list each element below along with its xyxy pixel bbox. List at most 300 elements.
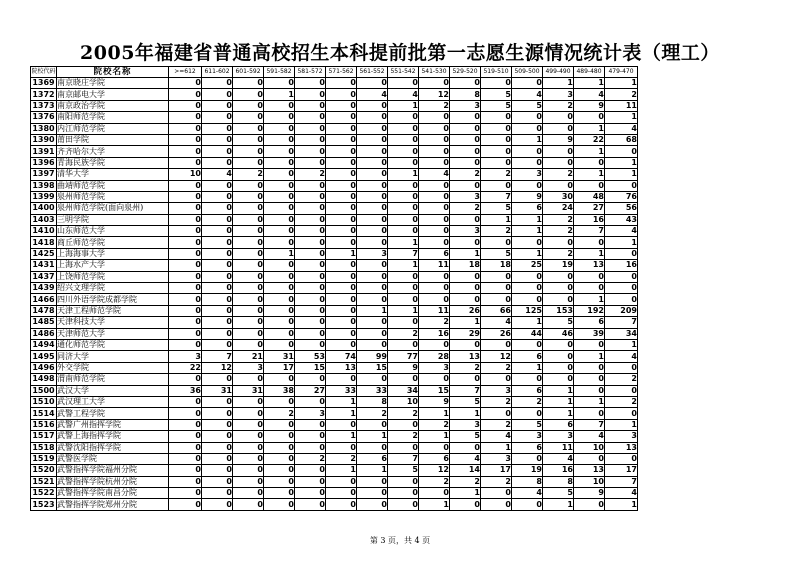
count-cell: 1: [574, 396, 605, 407]
count-cell: 0: [543, 180, 574, 191]
count-cell: 11: [419, 305, 450, 316]
count-cell: 0: [264, 78, 295, 89]
count-cell: 0: [357, 419, 388, 430]
table-row: [31, 431, 638, 442]
count-cell: 0: [388, 317, 419, 328]
count-cell: 0: [264, 374, 295, 385]
count-cell: 0: [326, 100, 357, 111]
name-header: 院校名称: [57, 67, 169, 78]
count-cell: 192: [574, 305, 605, 316]
count-cell: 24: [543, 203, 574, 214]
count-cell: 30: [543, 191, 574, 202]
count-cell: 2: [450, 203, 481, 214]
count-cell: 3: [481, 453, 512, 464]
count-cell: 2: [295, 169, 326, 180]
school-name-cell: 渭南师范学院: [57, 374, 169, 385]
count-cell: 2: [481, 396, 512, 407]
count-cell: 1: [419, 408, 450, 419]
count-cell: 4: [605, 226, 638, 237]
count-cell: 1: [512, 248, 543, 259]
count-cell: 7: [574, 419, 605, 430]
score-bin-header: 581-572: [295, 67, 326, 78]
count-cell: 0: [295, 339, 326, 350]
count-cell: 0: [202, 294, 233, 305]
count-cell: 9: [512, 191, 543, 202]
score-bin-header: 551-542: [388, 67, 419, 78]
count-cell: 18: [481, 260, 512, 271]
count-cell: 0: [169, 271, 202, 282]
count-cell: 0: [202, 465, 233, 476]
count-cell: 0: [512, 146, 543, 157]
count-cell: 0: [388, 191, 419, 202]
school-name-cell: 天津师范大学: [57, 328, 169, 339]
count-cell: 2: [450, 169, 481, 180]
count-cell: 7: [202, 351, 233, 362]
table-row: [31, 362, 638, 373]
count-cell: 0: [512, 112, 543, 123]
table-row: [31, 191, 638, 202]
count-cell: 33: [326, 385, 357, 396]
count-cell: 14: [450, 465, 481, 476]
count-cell: 0: [357, 271, 388, 282]
count-cell: 12: [419, 465, 450, 476]
school-name-cell: 山东师范大学: [57, 226, 169, 237]
count-cell: 29: [450, 328, 481, 339]
count-cell: 3: [233, 362, 264, 373]
count-cell: 5: [388, 465, 419, 476]
count-cell: 0: [169, 237, 202, 248]
count-cell: 0: [481, 180, 512, 191]
count-cell: 7: [481, 191, 512, 202]
count-cell: 1: [605, 419, 638, 430]
count-cell: 2: [512, 396, 543, 407]
school-code-cell: 1376: [32, 112, 55, 122]
school-code-cell: 1522: [32, 488, 55, 498]
count-cell: 3: [450, 191, 481, 202]
count-cell: 13: [605, 442, 638, 453]
count-cell: 0: [169, 305, 202, 316]
school-name-cell: 武警指挥学院福州分院: [57, 465, 169, 476]
count-cell: 7: [605, 476, 638, 487]
count-cell: 3: [357, 248, 388, 259]
school-code-cell: 1496: [32, 362, 55, 372]
count-cell: 2: [481, 169, 512, 180]
count-cell: 0: [388, 271, 419, 282]
count-cell: 2: [543, 100, 574, 111]
school-code-cell: 1373: [32, 100, 55, 110]
count-cell: 2: [450, 476, 481, 487]
count-cell: 0: [543, 339, 574, 350]
count-cell: 0: [169, 465, 202, 476]
score-bin-header: 541-530: [419, 67, 450, 78]
school-code-cell: 1486: [32, 328, 55, 338]
count-cell: 0: [419, 134, 450, 145]
count-cell: 0: [605, 283, 638, 294]
count-cell: 0: [357, 191, 388, 202]
school-name-cell: 三明学院: [57, 214, 169, 225]
count-cell: 0: [233, 328, 264, 339]
count-cell: 4: [512, 488, 543, 499]
count-cell: 19: [543, 260, 574, 271]
count-cell: 0: [326, 488, 357, 499]
school-name-cell: 天津工程师范学院: [57, 305, 169, 316]
table-row: [31, 419, 638, 430]
count-cell: 17: [481, 465, 512, 476]
count-cell: 3: [169, 351, 202, 362]
table-row: [31, 260, 638, 271]
count-cell: 0: [295, 100, 326, 111]
count-cell: 0: [264, 260, 295, 271]
count-cell: 0: [512, 453, 543, 464]
count-cell: 27: [574, 203, 605, 214]
count-cell: 68: [605, 134, 638, 145]
count-cell: 1: [450, 317, 481, 328]
count-cell: 0: [481, 294, 512, 305]
count-cell: 0: [264, 191, 295, 202]
count-cell: 0: [450, 294, 481, 305]
count-cell: 0: [295, 226, 326, 237]
count-cell: 28: [419, 351, 450, 362]
count-cell: 0: [326, 112, 357, 123]
school-name-cell: 天津科技大学: [57, 317, 169, 328]
count-cell: 2: [388, 328, 419, 339]
count-cell: 0: [326, 226, 357, 237]
count-cell: 0: [388, 203, 419, 214]
count-cell: 0: [481, 123, 512, 134]
school-code-cell: 1410: [32, 226, 55, 236]
count-cell: 0: [202, 237, 233, 248]
count-cell: 0: [264, 214, 295, 225]
table-row: [31, 146, 638, 157]
school-code-cell: 1478: [32, 306, 55, 315]
count-cell: 0: [326, 339, 357, 350]
count-cell: 0: [357, 283, 388, 294]
count-cell: 0: [419, 442, 450, 453]
count-cell: 0: [326, 191, 357, 202]
count-cell: 16: [419, 328, 450, 339]
count-cell: 0: [326, 78, 357, 89]
school-code-cell: 1380: [32, 123, 55, 133]
school-code-cell: 1514: [32, 408, 55, 418]
count-cell: 0: [264, 123, 295, 134]
count-cell: 0: [202, 328, 233, 339]
count-cell: 0: [419, 157, 450, 168]
count-cell: 3: [295, 408, 326, 419]
count-cell: 0: [357, 180, 388, 191]
count-cell: 0: [450, 78, 481, 89]
school-code-cell: 1500: [32, 385, 55, 395]
count-cell: 0: [264, 499, 295, 510]
page-title: 2005年福建省普通高校招生本科提前批第一志愿生源情况统计表（理工）: [80, 42, 720, 64]
count-cell: 5: [450, 431, 481, 442]
count-cell: 17: [264, 362, 295, 373]
count-cell: 2: [481, 362, 512, 373]
count-cell: 0: [450, 499, 481, 510]
count-cell: 0: [450, 134, 481, 145]
count-cell: 0: [169, 328, 202, 339]
school-name-cell: 武汉大学: [57, 385, 169, 396]
count-cell: 26: [481, 328, 512, 339]
school-name-cell: 曲靖师范学院: [57, 180, 169, 191]
score-bin-header: 571-562: [326, 67, 357, 78]
count-cell: 0: [202, 157, 233, 168]
count-cell: 0: [326, 89, 357, 100]
count-cell: 0: [233, 214, 264, 225]
table-row: [31, 339, 638, 350]
count-cell: 0: [419, 203, 450, 214]
count-cell: 0: [419, 237, 450, 248]
count-cell: 0: [357, 169, 388, 180]
count-cell: 0: [574, 362, 605, 373]
school-name-cell: 武警工程学院: [57, 408, 169, 419]
count-cell: 1: [357, 431, 388, 442]
score-bin-header: 479-470: [605, 67, 638, 78]
count-cell: 0: [450, 180, 481, 191]
count-cell: 1: [512, 362, 543, 373]
count-cell: 1: [605, 237, 638, 248]
count-cell: 18: [450, 260, 481, 271]
count-cell: 0: [326, 203, 357, 214]
count-cell: 0: [419, 180, 450, 191]
count-cell: 6: [543, 419, 574, 430]
count-cell: 0: [202, 100, 233, 111]
table-row: [31, 100, 638, 111]
count-cell: 1: [574, 351, 605, 362]
count-cell: 7: [574, 226, 605, 237]
count-cell: 0: [295, 157, 326, 168]
count-cell: 0: [357, 134, 388, 145]
count-cell: 0: [543, 157, 574, 168]
count-cell: 0: [295, 146, 326, 157]
count-cell: 0: [233, 146, 264, 157]
count-cell: 0: [295, 442, 326, 453]
school-name-cell: 内江师范学院: [57, 123, 169, 134]
count-cell: 1: [481, 442, 512, 453]
count-cell: 21: [233, 351, 264, 362]
count-cell: 0: [326, 157, 357, 168]
count-cell: 1: [543, 408, 574, 419]
count-cell: 0: [605, 362, 638, 373]
count-cell: 0: [388, 476, 419, 487]
count-cell: 11: [419, 260, 450, 271]
score-bin-header: 499-490: [543, 67, 574, 78]
count-cell: 125: [512, 305, 543, 316]
table-row: [31, 465, 638, 476]
count-cell: 0: [450, 123, 481, 134]
count-cell: 0: [295, 191, 326, 202]
count-cell: 43: [605, 214, 638, 225]
count-cell: 2: [264, 408, 295, 419]
count-cell: 0: [388, 374, 419, 385]
count-cell: 0: [233, 100, 264, 111]
count-cell: 8: [543, 476, 574, 487]
table-row: [31, 237, 638, 248]
count-cell: 0: [233, 157, 264, 168]
count-cell: 9: [419, 396, 450, 407]
count-cell: 4: [388, 89, 419, 100]
count-cell: 0: [295, 123, 326, 134]
count-cell: 5: [512, 419, 543, 430]
count-cell: 1: [543, 78, 574, 89]
count-cell: 0: [169, 488, 202, 499]
count-cell: 0: [388, 214, 419, 225]
count-cell: 0: [295, 374, 326, 385]
school-code-cell: 1437: [32, 271, 55, 281]
count-cell: 0: [543, 351, 574, 362]
count-cell: 3: [419, 362, 450, 373]
count-cell: 1: [605, 169, 638, 180]
count-cell: 1: [605, 78, 638, 89]
count-cell: 0: [295, 465, 326, 476]
count-cell: 0: [202, 112, 233, 123]
count-cell: 0: [202, 374, 233, 385]
count-cell: 6: [574, 317, 605, 328]
school-name-cell: 青海民族学院: [57, 157, 169, 168]
count-cell: 0: [357, 203, 388, 214]
count-cell: 0: [419, 294, 450, 305]
count-cell: 7: [388, 453, 419, 464]
count-cell: 0: [388, 283, 419, 294]
count-cell: 11: [543, 442, 574, 453]
count-cell: 0: [264, 157, 295, 168]
count-cell: 0: [326, 214, 357, 225]
count-cell: 2: [388, 431, 419, 442]
count-cell: 1: [450, 408, 481, 419]
count-cell: 0: [388, 419, 419, 430]
count-cell: 0: [574, 237, 605, 248]
count-cell: 0: [357, 226, 388, 237]
table-row: [31, 203, 638, 214]
count-cell: 0: [202, 476, 233, 487]
count-cell: 0: [264, 305, 295, 316]
count-cell: 4: [450, 453, 481, 464]
count-cell: 0: [605, 248, 638, 259]
school-code-cell: 1518: [32, 442, 55, 452]
school-code-cell: 1495: [32, 351, 55, 361]
school-name-cell: 武警指挥学院杭州分院: [57, 476, 169, 487]
count-cell: 0: [233, 453, 264, 464]
count-cell: 56: [605, 203, 638, 214]
count-cell: 16: [574, 214, 605, 225]
count-cell: 0: [169, 339, 202, 350]
table-row: [31, 351, 638, 362]
count-cell: 0: [202, 260, 233, 271]
count-cell: 0: [295, 328, 326, 339]
count-cell: 4: [605, 488, 638, 499]
count-cell: 0: [264, 180, 295, 191]
count-cell: 15: [295, 362, 326, 373]
count-cell: 5: [512, 100, 543, 111]
count-cell: 0: [419, 78, 450, 89]
school-code-cell: 1403: [32, 214, 55, 224]
school-code-cell: 1425: [32, 249, 55, 259]
count-cell: 0: [202, 214, 233, 225]
count-cell: 0: [357, 237, 388, 248]
count-cell: 0: [202, 89, 233, 100]
count-cell: 0: [233, 123, 264, 134]
count-cell: 0: [574, 180, 605, 191]
school-name-cell: 武警上海指挥学院: [57, 431, 169, 442]
table-row: [31, 385, 638, 396]
count-cell: 209: [605, 305, 638, 316]
count-cell: 0: [202, 408, 233, 419]
count-cell: 0: [264, 465, 295, 476]
count-cell: 0: [264, 271, 295, 282]
count-cell: 0: [233, 317, 264, 328]
school-code-cell: 1510: [32, 397, 55, 407]
count-cell: 0: [233, 499, 264, 510]
count-cell: 1: [264, 248, 295, 259]
count-cell: 0: [233, 78, 264, 89]
count-cell: 0: [233, 248, 264, 259]
count-cell: 9: [574, 100, 605, 111]
count-cell: 0: [169, 294, 202, 305]
count-cell: 0: [264, 453, 295, 464]
count-cell: 0: [169, 476, 202, 487]
table-body: [31, 78, 638, 511]
count-cell: 0: [169, 499, 202, 510]
count-cell: 38: [264, 385, 295, 396]
count-cell: 2: [605, 396, 638, 407]
count-cell: 4: [419, 169, 450, 180]
count-cell: 0: [512, 237, 543, 248]
count-cell: 0: [512, 123, 543, 134]
count-cell: 0: [481, 112, 512, 123]
count-cell: 0: [419, 283, 450, 294]
table-row: [31, 283, 638, 294]
count-cell: 13: [574, 465, 605, 476]
statistics-table: [30, 66, 638, 511]
count-cell: 0: [233, 419, 264, 430]
count-cell: 0: [326, 499, 357, 510]
count-cell: 0: [543, 294, 574, 305]
count-cell: 6: [419, 248, 450, 259]
count-cell: 0: [264, 226, 295, 237]
count-cell: 13: [326, 362, 357, 373]
table-row: [31, 89, 638, 100]
count-cell: 5: [543, 317, 574, 328]
count-cell: 0: [264, 339, 295, 350]
count-cell: 0: [169, 214, 202, 225]
count-cell: 0: [295, 431, 326, 442]
count-cell: 25: [512, 260, 543, 271]
count-cell: 0: [233, 271, 264, 282]
count-cell: 17: [605, 465, 638, 476]
count-cell: 9: [543, 134, 574, 145]
count-cell: 0: [295, 488, 326, 499]
school-name-cell: 南京政治学院: [57, 100, 169, 111]
count-cell: 53: [295, 351, 326, 362]
count-cell: 1: [388, 260, 419, 271]
count-cell: 0: [326, 134, 357, 145]
table-row: [31, 442, 638, 453]
count-cell: 0: [295, 317, 326, 328]
count-cell: 36: [169, 385, 202, 396]
count-cell: 0: [295, 305, 326, 316]
school-name-cell: 四川外语学院成都学院: [57, 294, 169, 305]
count-cell: 31: [233, 385, 264, 396]
school-code-cell: 1400: [32, 203, 55, 213]
count-cell: 0: [233, 283, 264, 294]
count-cell: 0: [264, 203, 295, 214]
count-cell: 13: [574, 260, 605, 271]
school-code-cell: 1519: [32, 454, 55, 464]
count-cell: 0: [202, 431, 233, 442]
count-cell: 1: [326, 248, 357, 259]
count-cell: 10: [574, 476, 605, 487]
count-cell: 0: [419, 488, 450, 499]
count-cell: 3: [450, 226, 481, 237]
